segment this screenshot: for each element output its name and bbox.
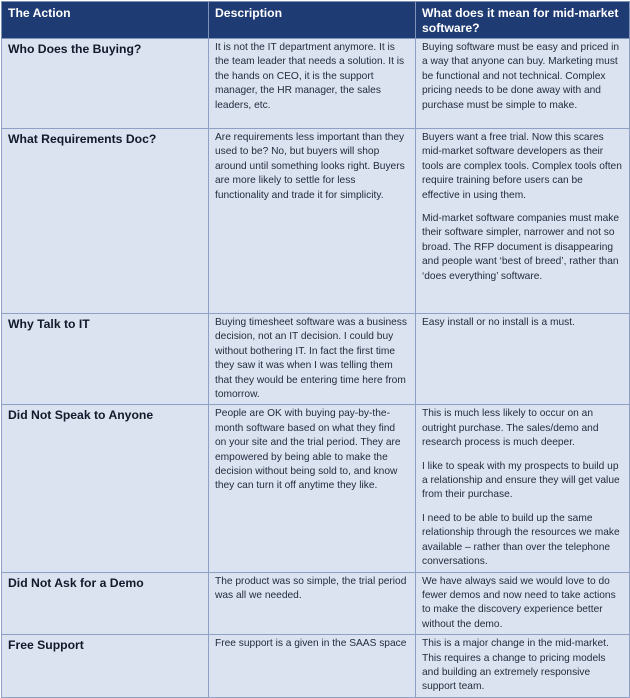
meaning-paragraph: I like to speak with my prospects to build up a relationship and ensure they will get value from their purchase.: [422, 460, 620, 501]
meaning-cell: [416, 129, 630, 314]
table-row: [2, 39, 630, 129]
meaning-paragraph: Buying software must be easy and priced in a way that anyone can buy. Marketing must be functional and not technical. Complex pricing needs to be done away with and purchase must be simple to make.: [422, 42, 620, 111]
meaning-paragraph: Mid-market software companies must make their software simpler, narrower and not so broad. The RFP document is disappearing and people want ‘best of breed’, rather than ‘does everything’ software.: [422, 213, 620, 282]
table-row: [2, 405, 630, 572]
description-cell: The product was so simple, the trial period was all we needed.: [209, 572, 416, 635]
header-row: [2, 2, 630, 39]
action-cell: Did Not Speak to Anyone: [2, 405, 209, 572]
meaning-paragraph: I need to be able to build up the same relationship through the resources we make available – rather than over the telephone conversations.: [422, 512, 620, 568]
header-description: Description: [209, 2, 416, 39]
description-cell: It is not the IT department anymore. It is the team leader that needs a solution. It is the hands on CEO, it is the support manager, the HR manager, the sales leaders, etc.: [209, 39, 416, 129]
meaning-cell: [416, 314, 630, 405]
description-cell: People are OK with buying pay-by-the-month software based on what they find on your site and the trial period. They are empowered by being able to make the decision without being sold to, and know they can turn it off anytime they like.: [209, 405, 416, 572]
action-cell: What Requirements Doc?: [2, 129, 209, 314]
comparison-table: [1, 1, 630, 698]
action-cell: Why Talk to IT: [2, 314, 209, 405]
table-row: [2, 129, 630, 314]
meaning-cell: [416, 635, 630, 698]
meaning-paragraph: This is a major change in the mid-market. This requires a change to pricing models and building an extremely responsive support team.: [422, 638, 609, 693]
header-action: The Action: [2, 2, 209, 39]
table-row: [2, 635, 630, 698]
header-meaning: What does it mean for mid-market software?: [416, 2, 630, 39]
description-cell: Buying timesheet software was a business decision, not an IT decision. I could buy without bothering IT. In fact the first time they saw it was when I was telling them that they would be entering time here from tomorrow.: [209, 314, 416, 405]
meaning-paragraph: Easy install or no install is a must.: [422, 317, 575, 328]
meaning-paragraph: This is much less likely to occur on an outright purchase. The sales/demo and research process is much deeper.: [422, 408, 599, 449]
table-row: [2, 314, 630, 405]
meaning-cell: [416, 572, 630, 635]
table-row: [2, 572, 630, 635]
meaning-paragraph: Buyers want a free trial. Now this scares mid-market software developers as their tools are complex tools. Complex tools often require training before users can be effective in using them.: [422, 132, 622, 201]
meaning-cell: [416, 39, 630, 129]
action-cell: Free Support: [2, 635, 209, 698]
description-cell: Free support is a given in the SAAS space: [209, 635, 416, 698]
action-cell: Who Does the Buying?: [2, 39, 209, 129]
action-cell: Did Not Ask for a Demo: [2, 572, 209, 635]
description-cell: Are requirements less important than they used to be? No, but buyers will shop around until something looks right. Buyers are more likely to settle for less functionality and trade it for simplicity.: [209, 129, 416, 314]
meaning-cell: [416, 405, 630, 572]
meaning-paragraph: We have always said we would love to do fewer demos and now need to take actions to make the discovery experience better without the demo.: [422, 575, 616, 630]
